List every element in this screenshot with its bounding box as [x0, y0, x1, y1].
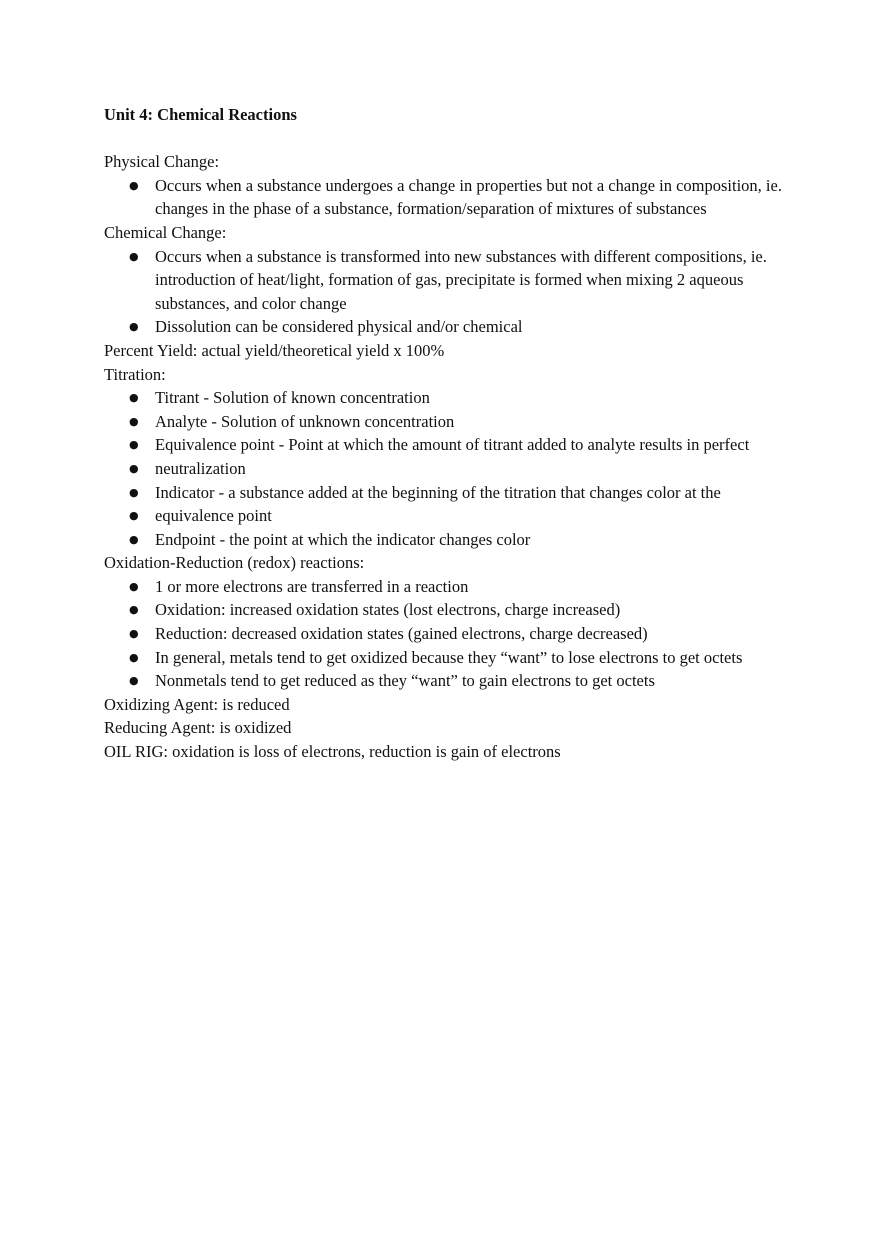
list-item: [104, 410, 784, 434]
list-item-text: Analyte - Solution of unknown concentration: [155, 411, 455, 431]
section-heading: Percent Yield: actual yield/theoretical yield x 100%: [104, 340, 445, 360]
section-titration: [104, 363, 784, 552]
oxidizing-agent-line: Oxidizing Agent: is reduced: [104, 694, 290, 714]
list-item: [104, 646, 784, 670]
bullet-dot-icon: ●: [129, 532, 139, 546]
bullet-dot-icon: ●: [129, 674, 139, 688]
list-item-text: Occurs when a substance undergoes a change in properties but not a change in composition, ie. changes in the phase of a substance, formation/separation of mixtures of substances: [155, 175, 782, 219]
section-chemical-change: [104, 221, 784, 339]
bullet-dot-icon: ●: [129, 579, 139, 593]
bullet-dot-icon: ●: [129, 178, 139, 192]
list-item: [104, 622, 784, 646]
bullet-list: [104, 386, 784, 551]
section-heading: Chemical Change:: [104, 222, 227, 242]
document-body: [104, 103, 784, 764]
bullet-list: [104, 575, 784, 693]
reducing-agent-line: Reducing Agent: is oxidized: [104, 718, 292, 738]
bullet-dot-icon: ●: [129, 627, 139, 641]
list-item-text: Nonmetals tend to get reduced as they “want” to gain electrons to get octets: [155, 671, 655, 691]
list-item-text: Reduction: decreased oxidation states (gained electrons, charge decreased): [155, 624, 648, 644]
list-item-text: neutralization: [155, 458, 246, 478]
list-item-text: Occurs when a substance is transformed into new substances with different compositions, ie. introduction of heat/light, formation of gas, precipitate is formed when mixing 2 aqueous substances, and color change: [155, 246, 767, 313]
list-item-text: Indicator - a substance added at the beginning of the titration that changes color at the: [155, 482, 721, 502]
bullet-dot-icon: ●: [129, 438, 139, 452]
oil-rig-line: OIL RIG: oxidation is loss of electrons, reduction is gain of electrons: [104, 742, 561, 762]
list-item-text: 1 or more electrons are transferred in a reaction: [155, 576, 469, 596]
bullet-dot-icon: ●: [129, 391, 139, 405]
section-heading: Physical Change:: [104, 152, 220, 172]
list-item-text: equivalence point: [155, 506, 272, 526]
bullet-dot-icon: ●: [129, 603, 139, 617]
bullet-dot-icon: ●: [129, 249, 139, 263]
section-physical-change: [104, 150, 784, 221]
list-item: [104, 598, 784, 622]
section-percent-yield: [104, 339, 784, 363]
list-item: [104, 245, 784, 316]
list-item: [104, 669, 784, 693]
list-item: [104, 457, 784, 481]
list-item: [104, 174, 784, 221]
bullet-list: [104, 174, 784, 221]
bullet-list: [104, 245, 784, 339]
bullet-dot-icon: ●: [129, 485, 139, 499]
list-item-text: Oxidation: increased oxidation states (lost electrons, charge increased): [155, 600, 621, 620]
list-item-text: Equivalence point - Point at which the amount of titrant added to analyte results in perfect: [155, 435, 750, 455]
list-item-text: In general, metals tend to get oxidized because they “want” to lose electrons to get octets: [155, 647, 743, 667]
list-item: [104, 575, 784, 599]
section-heading: Titration:: [104, 364, 166, 384]
list-item: [104, 386, 784, 410]
bullet-dot-icon: ●: [129, 650, 139, 664]
list-item-text: Dissolution can be considered physical and/or chemical: [155, 317, 523, 337]
list-item: [104, 315, 784, 339]
list-item: [104, 504, 784, 528]
document-title: Unit 4: Chemical Reactions: [104, 105, 297, 124]
bullet-dot-icon: ●: [129, 414, 139, 428]
list-item: [104, 528, 784, 552]
list-item-text: Endpoint - the point at which the indicator changes color: [155, 529, 531, 549]
bullet-dot-icon: ●: [129, 320, 139, 334]
section-heading: Oxidation-Reduction (redox) reactions:: [104, 553, 365, 573]
bullet-dot-icon: ●: [129, 461, 139, 475]
section-redox: [104, 551, 784, 693]
list-item-text: Titrant - Solution of known concentration: [155, 388, 430, 408]
bullet-dot-icon: ●: [129, 509, 139, 523]
list-item: [104, 433, 784, 457]
list-item: [104, 481, 784, 505]
